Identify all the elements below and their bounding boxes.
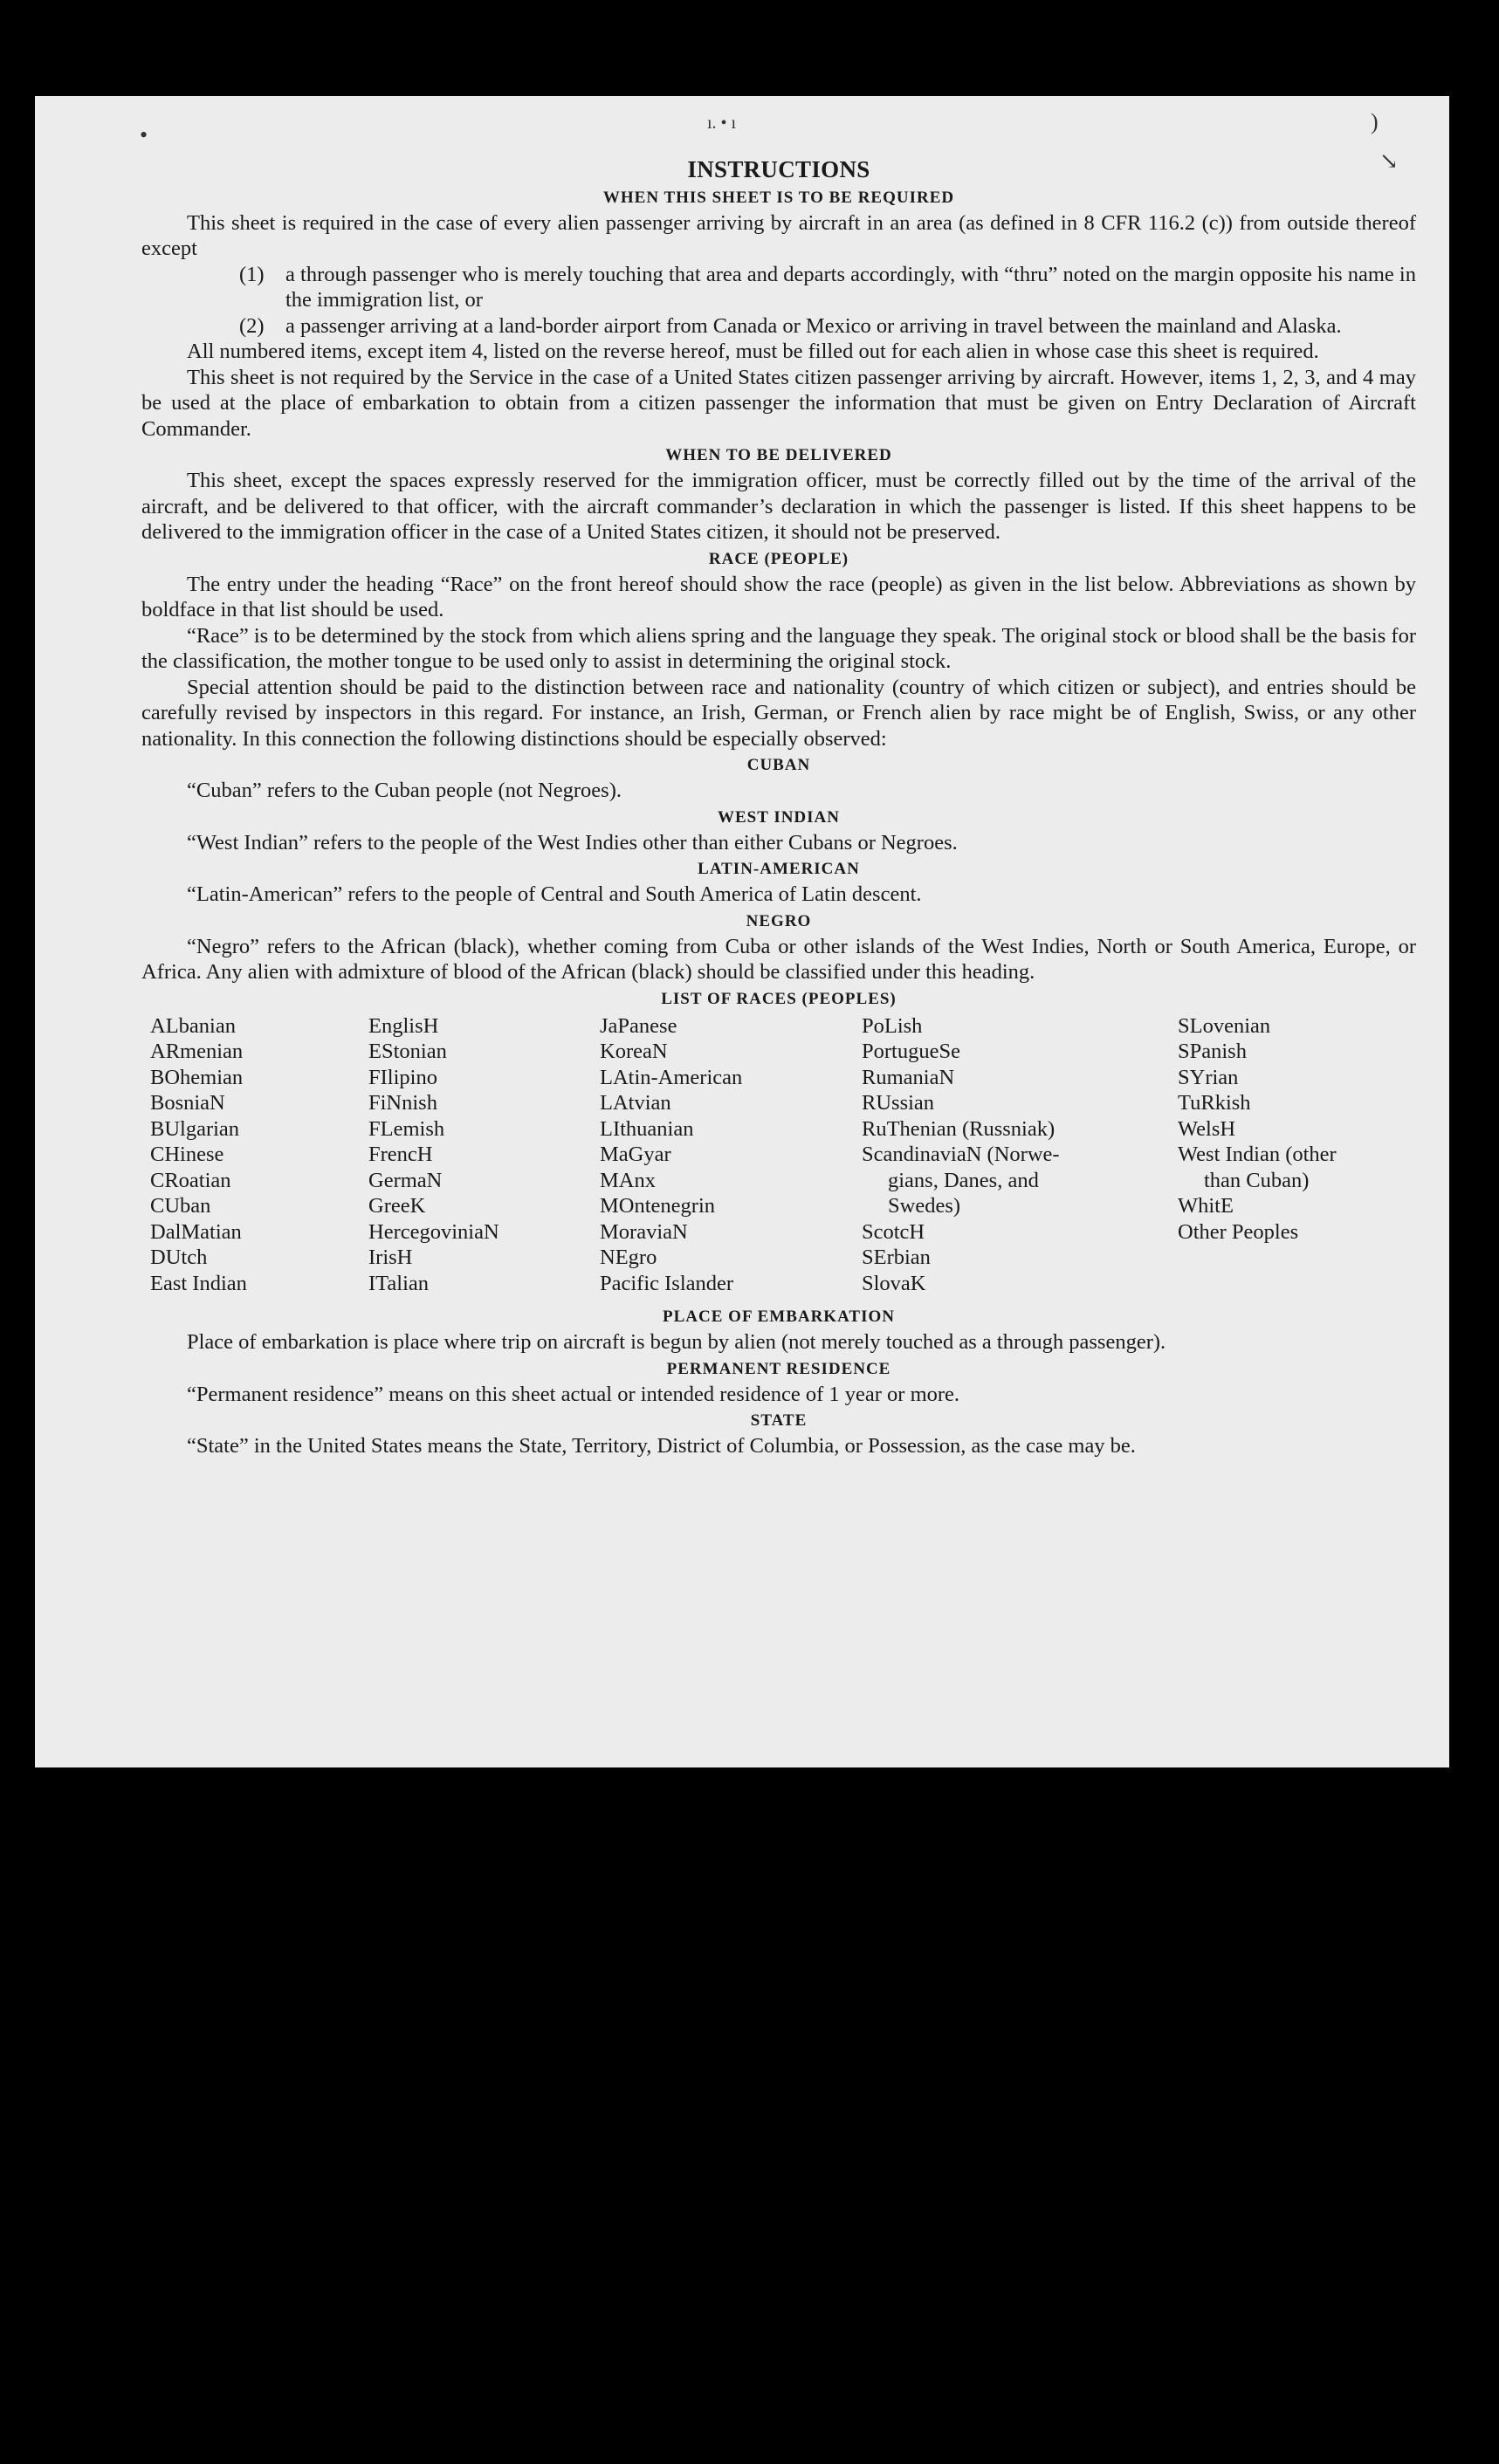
race-entry: ScotcH <box>862 1219 925 1244</box>
heading-list-of-races: LIST OF RACES (PEOPLES) <box>661 989 897 1008</box>
race-entry: PoLish <box>862 1013 923 1038</box>
race-entry: East Indian <box>150 1271 247 1295</box>
scan-mark: ↘ <box>1379 148 1399 174</box>
race-entry: ScandinaviaN (Norwe- <box>862 1143 1060 1166</box>
paragraph: All numbered items, except item 4, listed on the reverse hereof, must be filled out for each alien in whose case this sheet is required. <box>187 340 1319 363</box>
race-entry: CUban <box>150 1194 211 1218</box>
race-entry: BosniaN <box>150 1091 225 1115</box>
race-entry: WelsH <box>1178 1116 1236 1141</box>
race-entry: GreeK <box>368 1194 426 1218</box>
race-entry: LIthuanian <box>600 1116 694 1141</box>
document-title: INSTRUCTIONS <box>687 156 870 182</box>
race-entry: CHinese <box>150 1143 224 1166</box>
heading-race: RACE (PEOPLE) <box>708 549 849 568</box>
paragraph: This sheet is not required by the Service in the case of a United States citizen passenger arriving by aircraft. However, items 1, 2, 3, and 4 may be used at the place of embarkation to obtain from a citizen passenger the information that must be given on Entry Declaration of Aircraft Commander. <box>141 365 1416 441</box>
paragraph: The entry under the heading “Race” on the front hereof should show the race (people) as given in the list below. Abbreviations as shown by boldface in that list should be used. <box>141 572 1416 621</box>
paragraph: Place of embarkation is place where trip on aircraft is begun by alien (not merely touched as a through passenger). <box>187 1330 1166 1354</box>
scan-mark: ) <box>1371 109 1379 134</box>
paragraph: “State” in the United States means the State, Territory, District of Columbia, or Possession, as the case may be. <box>187 1434 1136 1458</box>
race-entry: Pacific Islander <box>600 1271 734 1295</box>
race-entry: than Cuban) <box>1204 1168 1310 1192</box>
heading-cuban: CUBAN <box>746 756 811 774</box>
list-item <box>141 313 1416 340</box>
paragraph: “Permanent residence” means on this sheet actual or intended residence of 1 year or more. <box>187 1382 960 1406</box>
race-entry: JaPanese <box>600 1013 677 1038</box>
scan-mark: • <box>140 122 148 148</box>
item-text: a through passenger who is merely touching that area and departs accordingly, with “thru” noted on the margin opposite his name in the immigration list, or <box>285 262 1416 312</box>
race-entry: MAnx <box>600 1168 656 1192</box>
races-column <box>600 1013 862 1297</box>
race-entry: FrencH <box>368 1143 433 1166</box>
race-entry: NEgro <box>600 1246 657 1269</box>
race-entry: BOhemian <box>150 1065 244 1089</box>
race-entry: ALbanian <box>150 1013 236 1038</box>
race-entry: BUlgarian <box>150 1116 240 1141</box>
race-entry: Other Peoples <box>1178 1219 1299 1244</box>
races-column <box>368 1013 600 1297</box>
paragraph: “Cuban” refers to the Cuban people (not Negroes). <box>187 779 622 802</box>
race-entry: RumaniaN <box>862 1065 955 1089</box>
race-entry: MOntenegrin <box>600 1194 715 1218</box>
paragraph: “West Indian” refers to the people of the West Indies other than either Cubans or Negroes. <box>187 830 958 855</box>
heading-state: STATE <box>750 1411 808 1430</box>
race-entry: GermaN <box>368 1168 443 1192</box>
paragraph: This sheet is required in the case of every alien passenger arriving by aircraft in an area (as defined in 8 CFR 116.2 (c)) from outside thereof except <box>141 210 1416 260</box>
race-entry: FIlipino <box>368 1065 437 1089</box>
item-number: (1) <box>239 262 265 286</box>
races-list <box>150 1013 1416 1297</box>
race-entry: CRoatian <box>150 1168 231 1192</box>
race-entry: IrisH <box>368 1246 413 1269</box>
document-sheet <box>35 96 1449 1767</box>
heading-residence: PERMANENT RESIDENCE <box>666 1359 891 1378</box>
race-entry: SLovenian <box>1178 1013 1271 1038</box>
heading-when-required: WHEN THIS SHEET IS TO BE REQUIRED <box>602 188 955 207</box>
races-column <box>1178 1013 1440 1297</box>
races-column <box>862 1013 1178 1297</box>
heading-west-indian: WEST INDIAN <box>718 807 840 827</box>
race-entry: West Indian (other <box>1178 1143 1337 1166</box>
item-text: a passenger arriving at a land-border airport from Canada or Mexico or arriving in travel between the mainland and Alaska. <box>285 313 1342 338</box>
race-entry: FiNnish <box>368 1091 437 1115</box>
race-entry: DUtch <box>150 1246 208 1269</box>
race-entry: TuRkish <box>1178 1091 1251 1115</box>
item-number: (2) <box>239 313 265 338</box>
instructions-content <box>141 157 1416 1459</box>
races-column <box>150 1013 368 1297</box>
heading-embarkation: PLACE OF EMBARKATION <box>663 1307 895 1326</box>
race-entry: EnglisH <box>368 1013 439 1038</box>
paragraph: “Race” is to be determined by the stock from which aliens spring and the language they speak. The original stock or blood shall be the basis for the classification, the mother tongue to be used only to assist in determining the original stock. <box>141 623 1416 673</box>
race-entry: SYrian <box>1178 1065 1239 1089</box>
race-entry: RuThenian (Russniak) <box>862 1116 1055 1141</box>
race-entry: SPanish <box>1178 1040 1247 1063</box>
heading-negro: NEGRO <box>746 911 812 930</box>
list-item <box>141 262 1416 313</box>
heading-latin-american: LATIN-AMERICAN <box>698 860 860 878</box>
paragraph: “Latin-American” refers to the people of Central and South America of Latin descent. <box>187 882 922 906</box>
race-entry: gians, Danes, and <box>888 1168 1039 1192</box>
race-entry: ARmenian <box>150 1040 244 1063</box>
heading-when-delivered: WHEN TO BE DELIVERED <box>665 446 892 464</box>
race-entry: EStonian <box>368 1040 447 1063</box>
race-entry: KoreaN <box>600 1040 668 1063</box>
scan-mark: ı. • ı <box>707 113 737 133</box>
paragraph: Special attention should be paid to the distinction between race and nationality (country of which citizen or subject), and entries should be carefully revised by inspectors in this regard. For instance, an Irish, German, or French alien by race might be of English, Swiss, or any other nationality. In this connection the following distinctions should be especially observed: <box>141 675 1416 751</box>
race-entry: Swedes) <box>888 1194 961 1218</box>
race-entry: ITalian <box>368 1271 430 1295</box>
race-entry: HercegoviniaN <box>368 1219 499 1244</box>
race-entry: PortugueSe <box>862 1040 960 1063</box>
race-entry: SErbian <box>862 1246 931 1269</box>
race-entry: WhitE <box>1178 1194 1234 1218</box>
race-entry: FLemish <box>368 1116 445 1141</box>
race-entry: MoraviaN <box>600 1219 688 1244</box>
paragraph: This sheet, except the spaces expressly reserved for the immigration officer, must be correctly filled out by the time of the arrival of the aircraft, and be delivered to that officer, with the aircraft commander’s declaration in which the passenger is listed. If this sheet happens to be delivered to the immigration officer in the case of a United States citizen, it should not be preserved. <box>141 469 1416 544</box>
paragraph: “Negro” refers to the African (black), whether coming from Cuba or other islands of the West Indies, North or South America, Europe, or Africa. Any alien with admixture of blood of the African (black) should be classified under this heading. <box>141 934 1416 984</box>
race-entry: DalMatian <box>150 1219 242 1244</box>
race-entry: LAtin-American <box>600 1065 743 1089</box>
race-entry: SlovaK <box>862 1271 926 1295</box>
race-entry: LAtvian <box>600 1091 671 1115</box>
race-entry: MaGyar <box>600 1143 671 1166</box>
race-entry: RUssian <box>862 1091 935 1115</box>
